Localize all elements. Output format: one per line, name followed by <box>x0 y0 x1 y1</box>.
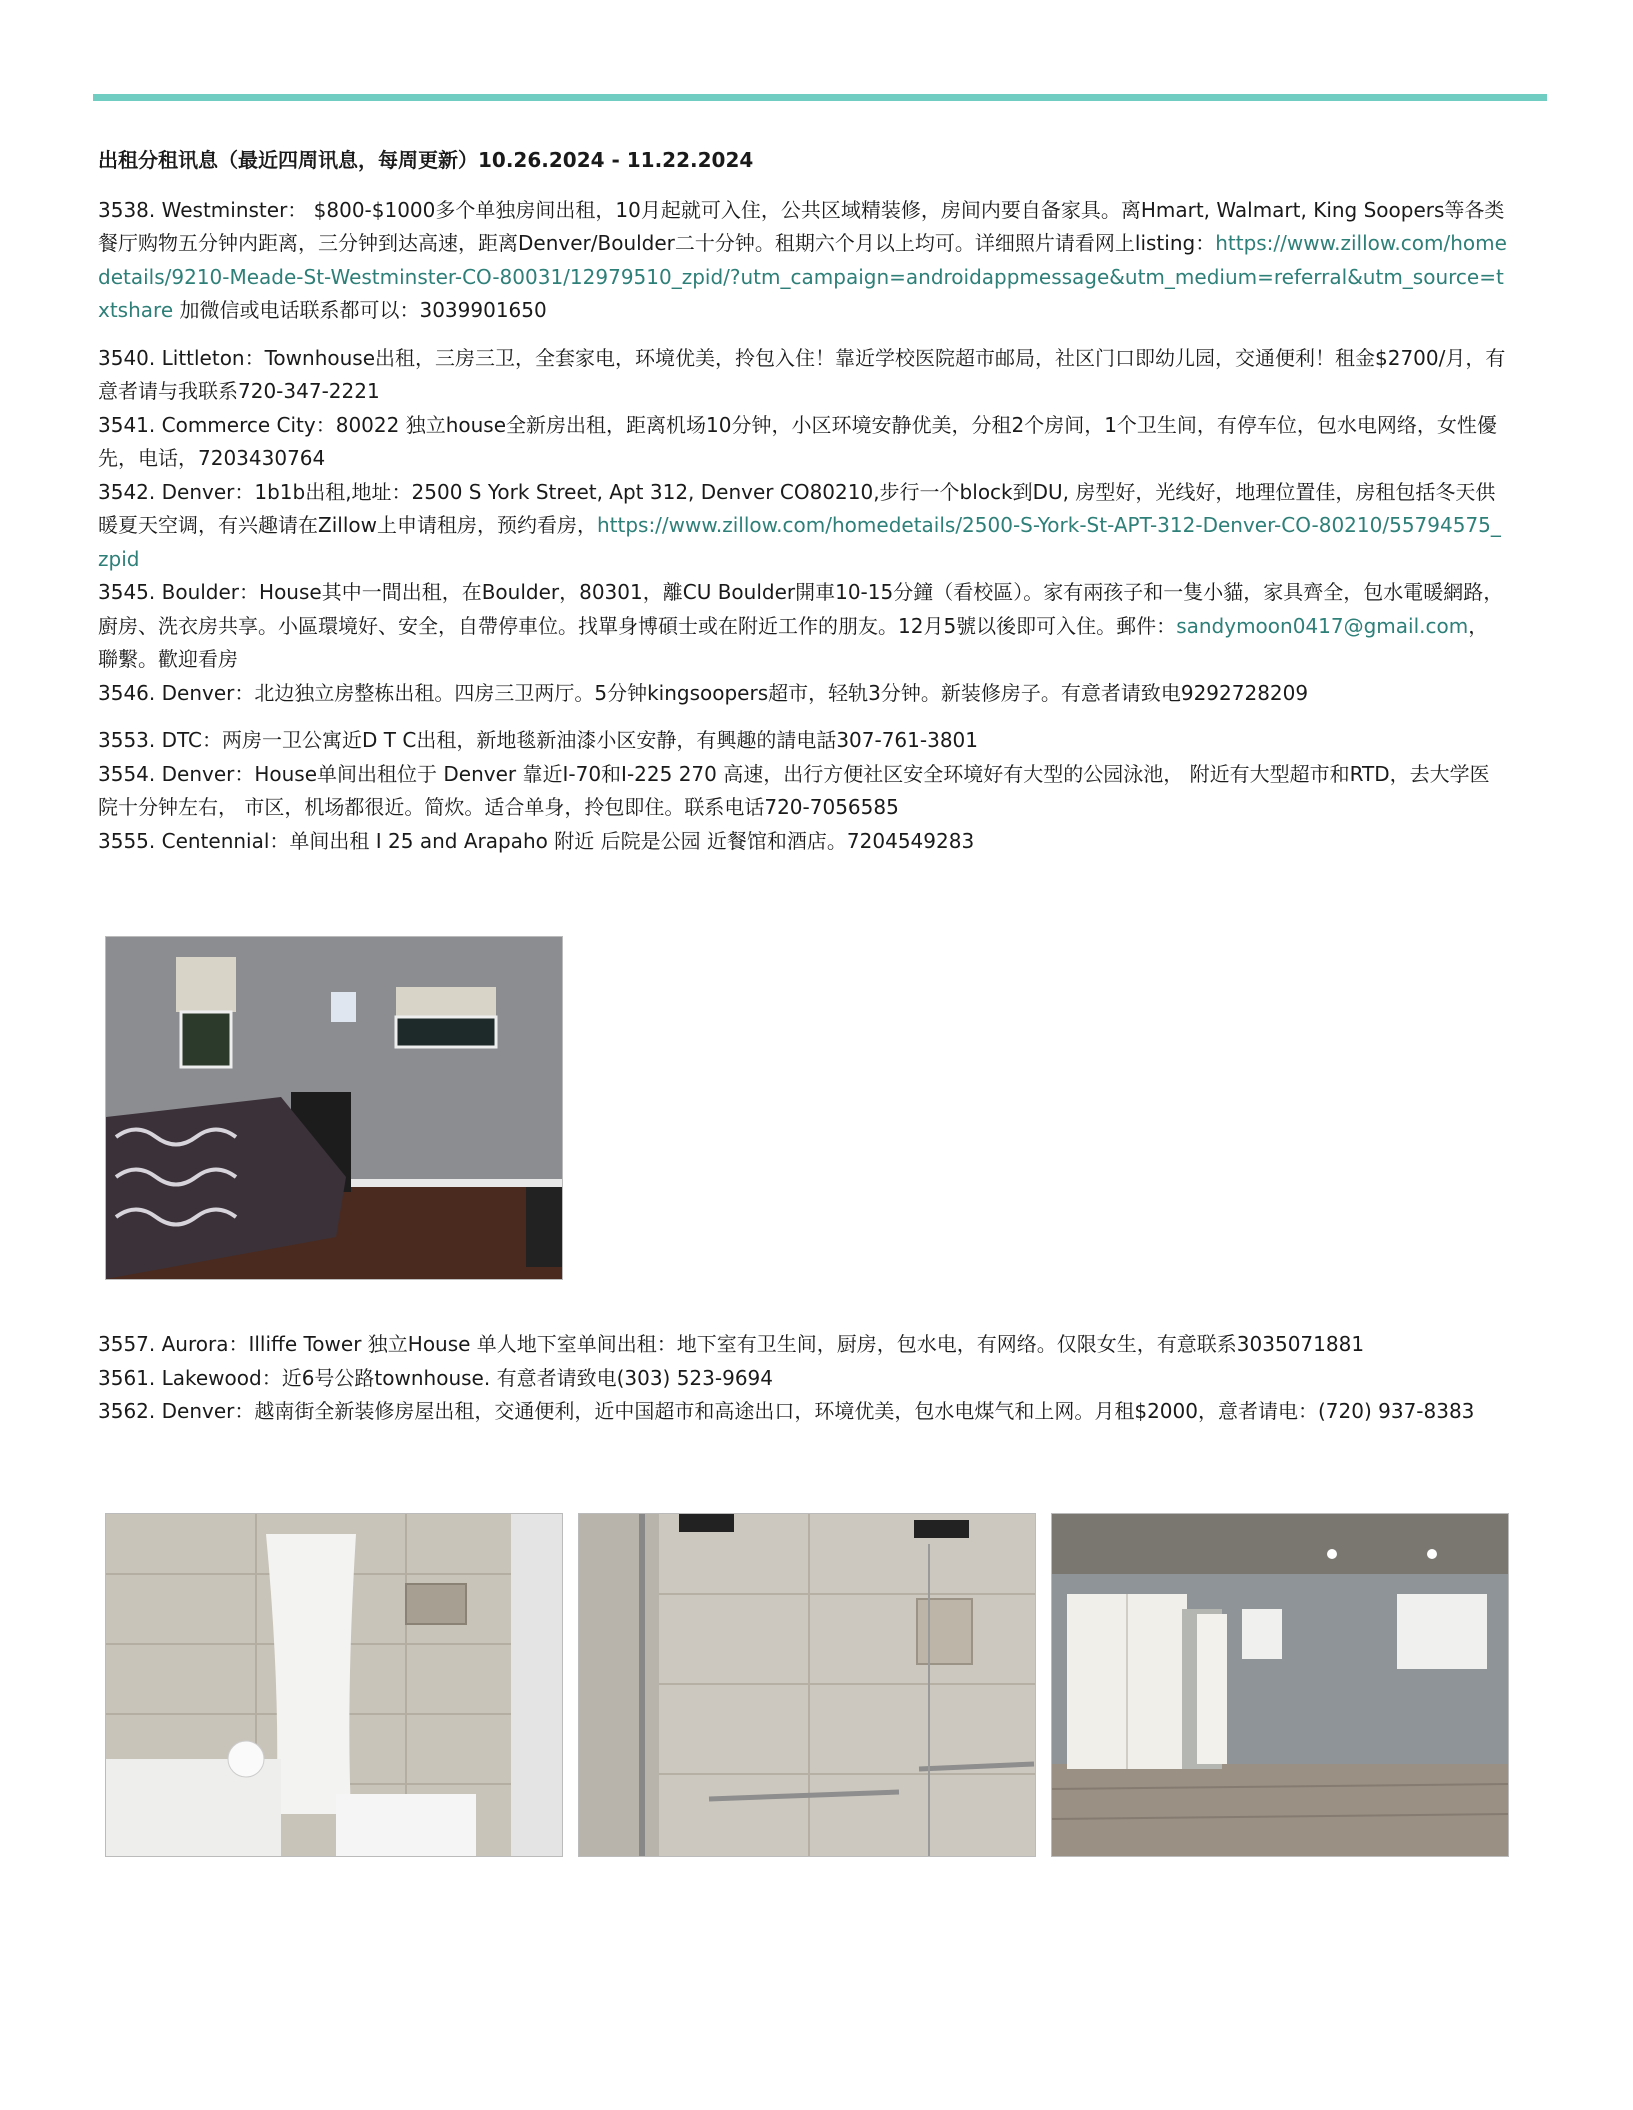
shower-photo <box>578 1513 1036 1857</box>
bathroom-photo <box>105 1513 563 1857</box>
header-rule <box>93 94 1547 101</box>
bedroom-photo <box>105 936 563 1280</box>
listing-3540: 3540. Littleton：Townhouse出租，三房三卫，全套家电，环境优美，拎包入住！靠近学校医院超市邮局，社区门口即幼儿园，交通便利！租金$2700/月，有意者请与我联系720-347-2221 <box>98 345 1506 403</box>
listing-3538-link[interactable]: https://www.zillow.com/homedetails/9210-Meade-St-Westminster-CO-80031/12979510_zpid/?utm_campaign=androidappmessage&utm_medium=referral&utm_source=txtshare <box>98 231 1507 322</box>
listing-3557: 3557. Aurora：Illiffe Tower 独立House 单人地下室单间出租：地下室有卫生间，厨房，包水电，有网络。仅限女生，有意联系3035071881 <box>98 1332 1365 1356</box>
listing-3542 <box>98 476 1508 577</box>
listing-3541: 3541. Commerce City：80022 独立house全新房出租，距离机场10分钟，小区环境安静优美，分租2个房间，1个卫生间，有停车位，包水电网络，女性優先，电话，7203430764 <box>98 412 1497 470</box>
listing-3538 <box>98 194 1508 328</box>
listing-3546: 3546. Denver：北边独立房整栋出租。四房三卫两厅。5分钟kingsoopers超市，轻轨3分钟。新装修房子。有意者请致电9292728209 <box>98 680 1309 705</box>
basement-room-photo <box>1051 1513 1509 1857</box>
listings-content <box>98 144 1508 858</box>
listing-3542-link[interactable]: https://www.zillow.com/homedetails/2500-S-York-St-APT-312-Denver-CO-80210/55794575_zpid <box>98 513 1501 571</box>
listing-3553: 3553. DTC：两房一卫公寓近D T C出租，新地毯新油漆小区安静，有興趣的請电話307-761-3801 <box>98 728 978 752</box>
listing-3538-text: 3538. Westminster： $800-$1000多个单独房间出租，10月起就可入住，公共区域精装修，房间内要自备家具。离Hmart, Walmart, King Soopers等各类餐厅购物五分钟内距离，三分钟到达高速，距离Denver/Boulder二十分钟。租期六个月以上均可。详细照片请看网上listing： <box>98 197 1505 255</box>
listing-3561: 3561. Lakewood：近6号公路townhouse. 有意者请致电(303) 523-9694 <box>98 1365 773 1390</box>
listing-3545-tail: ，聯繫。歡迎看房 <box>98 613 1489 671</box>
listings-content-2 <box>98 1328 1508 1429</box>
listing-3555: 3555. Centennial：单间出租 I 25 and Arapaho 附近 后院是公园 近餐馆和酒店。7204549283 <box>98 828 975 853</box>
listing-3545 <box>98 576 1508 677</box>
listing-3538-contact: 加微信或电话联系都可以：3039901650 <box>173 298 547 322</box>
listing-3542-text: 3542. Denver：1b1b出租,地址：2500 S York Street, Apt 312, Denver CO80210,步行一个block到DU, 房型好，光线好，地理位置佳，房租包括冬天供暖夏天空调，有兴趣请在Zillow上申请租房，预约看房， <box>98 479 1496 537</box>
page-title: 出租分租讯息（最近四周讯息，每周更新）10.26.2024 - 11.22.2024 <box>98 148 754 172</box>
listing-3545-text: 3545. Boulder：House其中一間出租，在Boulder，80301，離CU Boulder開車10-15分鐘（看校區）。家有兩孩子和一隻小貓，家具齊全，包水電暖網路，廚房、洗衣房共享。小區環境好、安全，自帶停車位。找單身博碩士或在附近工作的朋友。12月5號以後即可入住。郵件： <box>98 580 1504 638</box>
listing-3554: 3554. Denver：House单间出租位于 Denver 靠近I-70和I-225 270 高速，出行方便社区安全环境好有大型的公园泳池， 附近有大型超市和RTD，去大学医院十分钟左右， 市区，机场都很近。简炊。适合单身，拎包即住。联系电话720-7056585 <box>98 761 1490 819</box>
listing-3562: 3562. Denver：越南街全新装修房屋出租，交通便利，近中国超市和高途出口，环境优美，包水电煤气和上网。月租$2000，意者请电：(720) 937-8383 <box>98 1399 1475 1423</box>
listing-3545-email-link[interactable]: sandymoon0417@gmail.com <box>1176 613 1469 638</box>
